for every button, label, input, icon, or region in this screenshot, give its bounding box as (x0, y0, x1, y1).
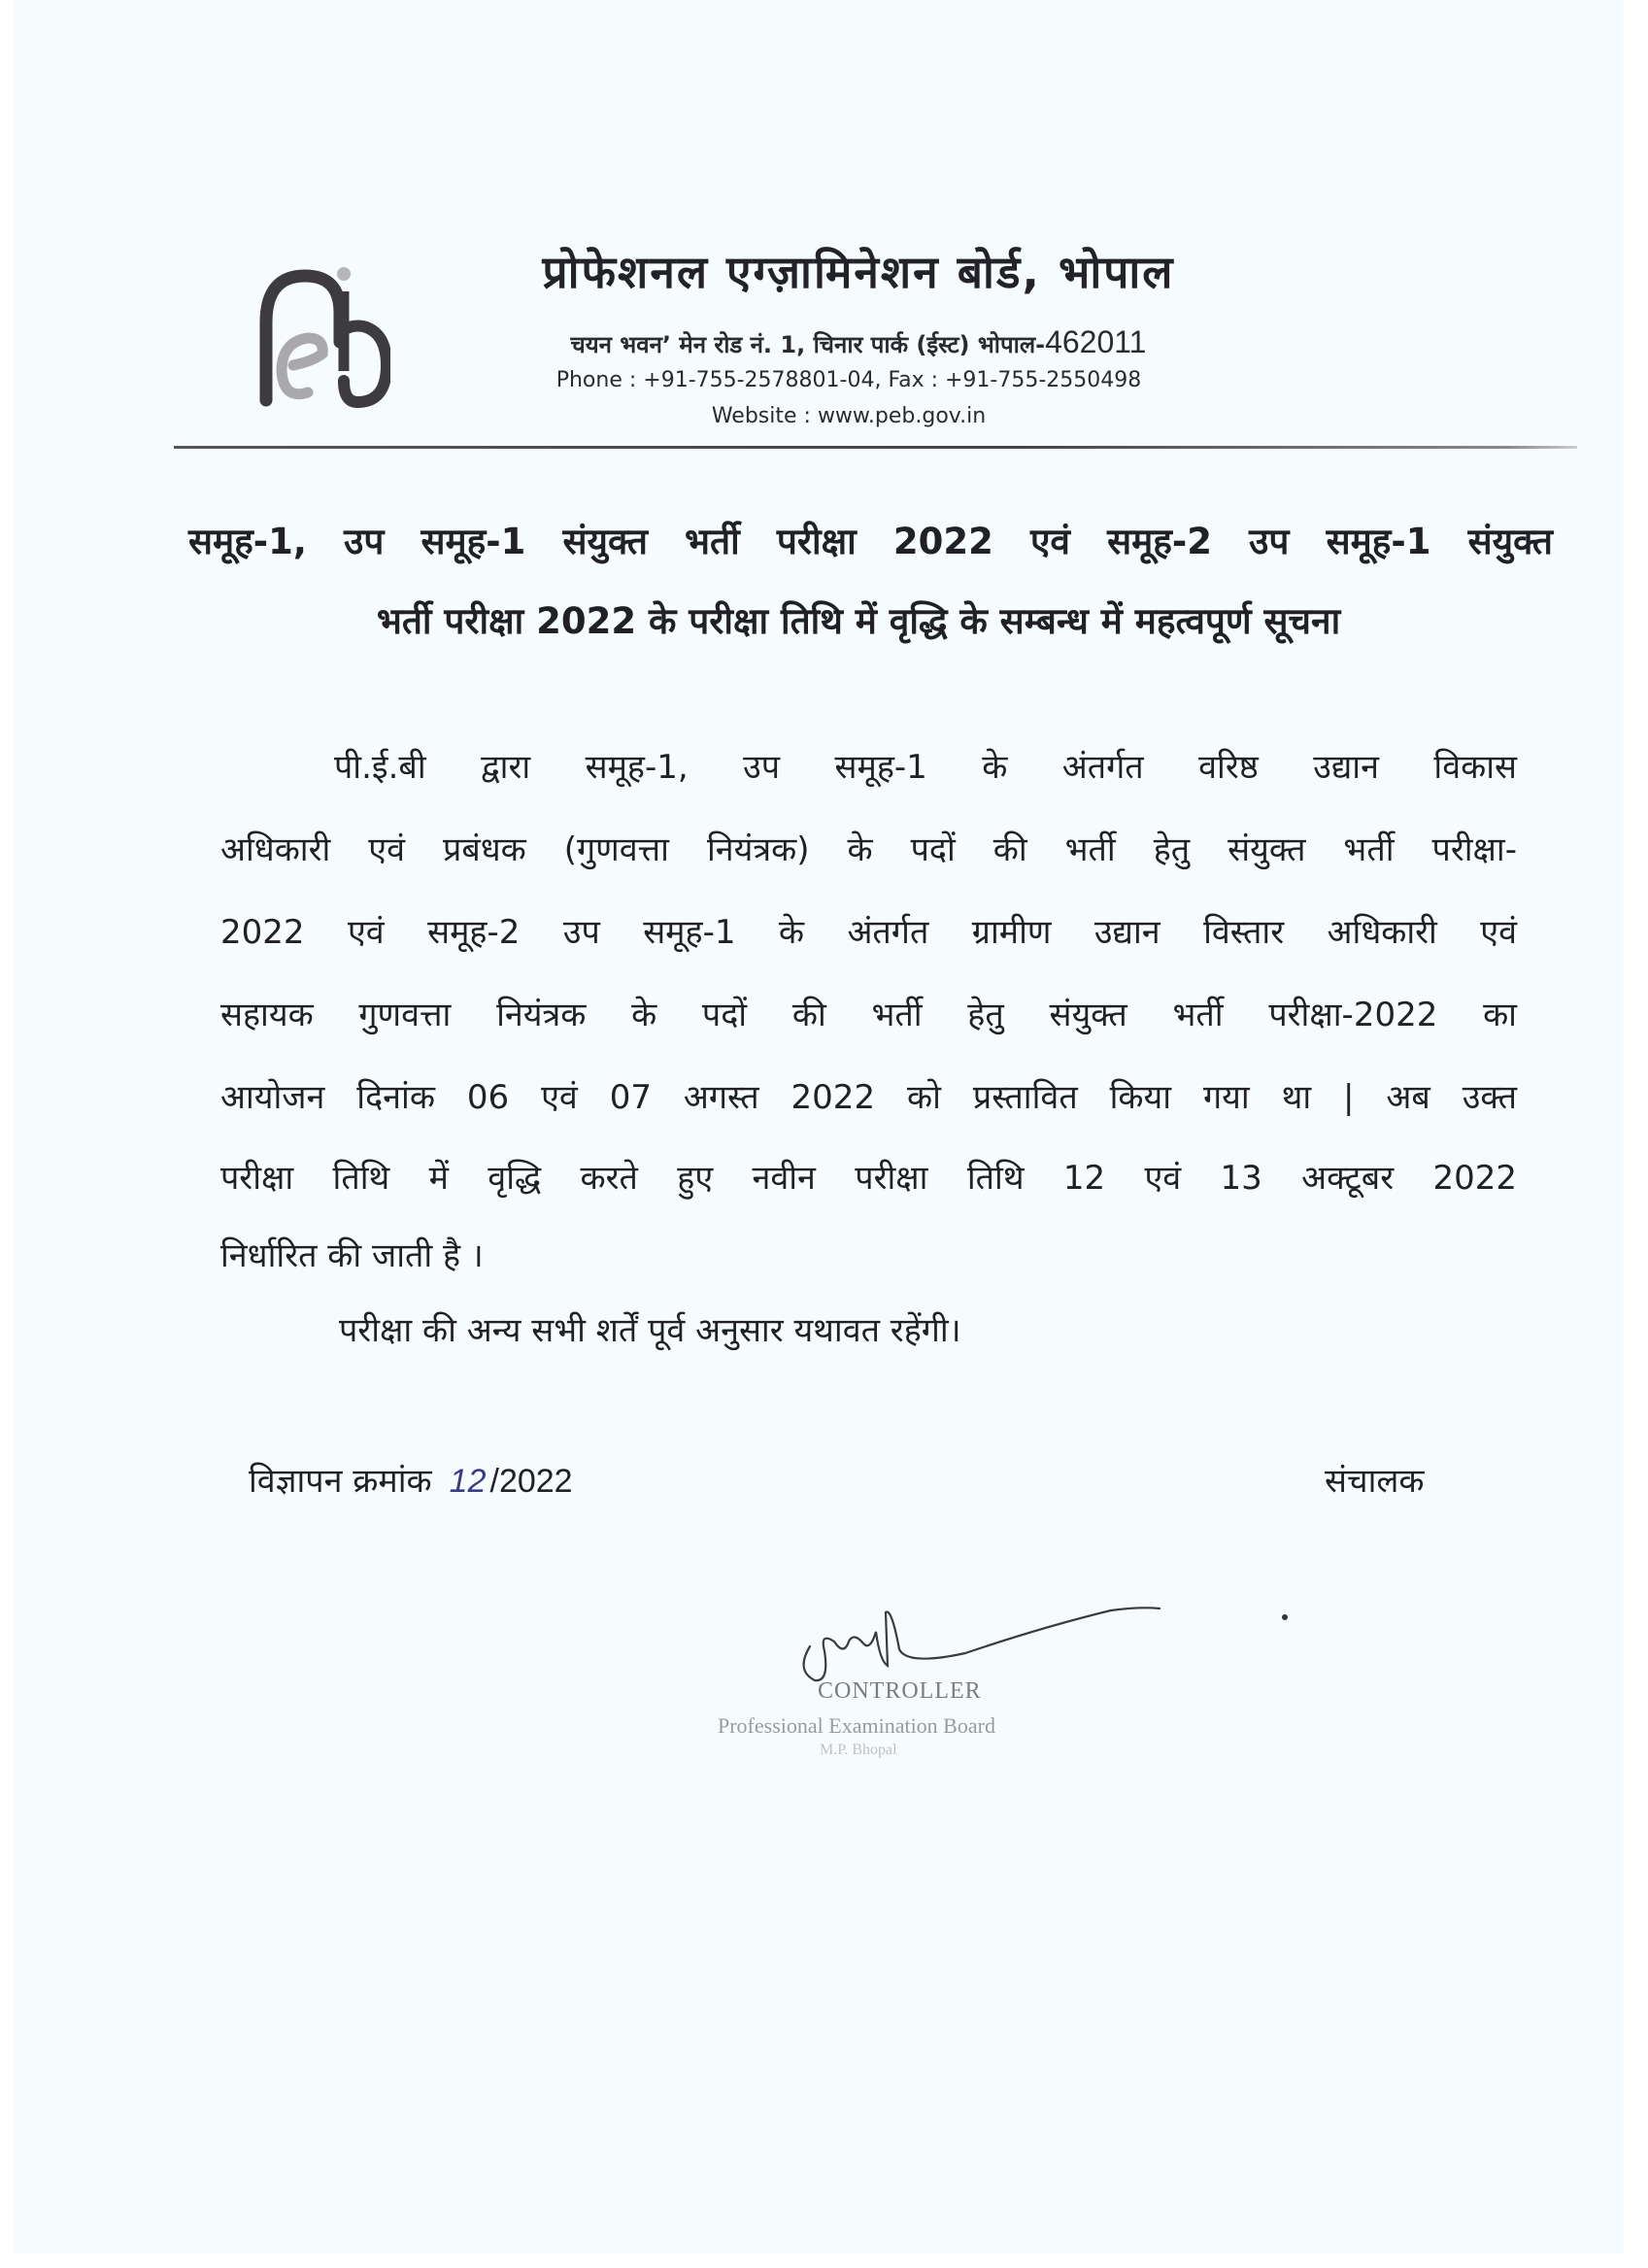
scanned-page (14, 0, 1624, 2253)
body-line: पी.ई.बी द्वारा समूह-1, उप समूह-1 के अंतर्गत वरिष्ठ उद्यान विकास (334, 748, 1517, 787)
body-line: अधिकारी एवं प्रबंधक (गुणवत्ता नियंत्रक) के पदों की भर्ती हेतु संयुक्त भर्ती परीक्षा- (220, 830, 1517, 869)
body-line: 2022 एवं समूह-2 उप समूह-1 के अंतर्गत ग्रामीण उद्यान विस्तार अधिकारी एवं (220, 913, 1517, 952)
signature-icon (790, 1574, 1179, 1690)
subject-line-2: भर्ती परीक्षा 2022 के परीक्षा तिथि में वृद्धि के सम्बन्ध में महत्वपूर्ण सूचना (376, 600, 1341, 642)
stamp-organization: Professional Examination Board (718, 1713, 995, 1738)
header-divider (174, 446, 1577, 449)
body-line: परीक्षा तिथि में वृद्धि करते हुए नवीन परीक्षा तिथि 12 एवं 13 अक्टूबर 2022 (220, 1159, 1517, 1198)
stamp-location: M.P. Bhopal (820, 1742, 897, 1758)
body-line: निर्धारित की जाती है । (220, 1236, 484, 1275)
address-line (14, 324, 1648, 360)
phone-fax: Phone : +91-755-2578801-04, Fax : +91-755-2550498 (555, 368, 1142, 392)
body-line: आयोजन दिनांक 06 एवं 07 अगस्त 2022 को प्रस्तावित किया गया था | अब उक्त (220, 1078, 1517, 1117)
subject-line-1: समूह-1, उप समूह-1 संयुक्त भर्ती परीक्षा 2022 एवं समूह-2 उप समूह-1 संयुक्त (188, 521, 1553, 562)
handwritten-number: 12 (449, 1463, 487, 1500)
closing-statement: परीक्षा की अन्य सभी शर्तें पूर्व अनुसार यथावत रहेंगी। (339, 1311, 961, 1350)
advertisement-label: विज्ञापन क्रमांक (249, 1462, 432, 1501)
director-label: संचालक (1325, 1462, 1425, 1501)
address-text: चयन भवन’ मेन रोड नं. 1, चिनार पार्क (ईस्ट) भोपाल- (570, 331, 1046, 358)
website-link[interactable]: Website : www.peb.gov.in (711, 404, 987, 428)
ink-dot (1282, 1614, 1288, 1620)
stamp-title: CONTROLLER (818, 1678, 982, 1704)
advertisement-number (249, 1457, 573, 1502)
advertisement-year: /2022 (489, 1463, 573, 1500)
pincode: 462011 (1045, 324, 1147, 359)
organization-name: प्रोफेशनल एग्ज़ामिनेशन बोर्ड, भोपाल (542, 246, 1175, 298)
body-line: सहायक गुणवत्ता नियंत्रक के पदों की भर्ती हेतु संयुक्त भर्ती परीक्षा-2022 का (220, 996, 1517, 1034)
